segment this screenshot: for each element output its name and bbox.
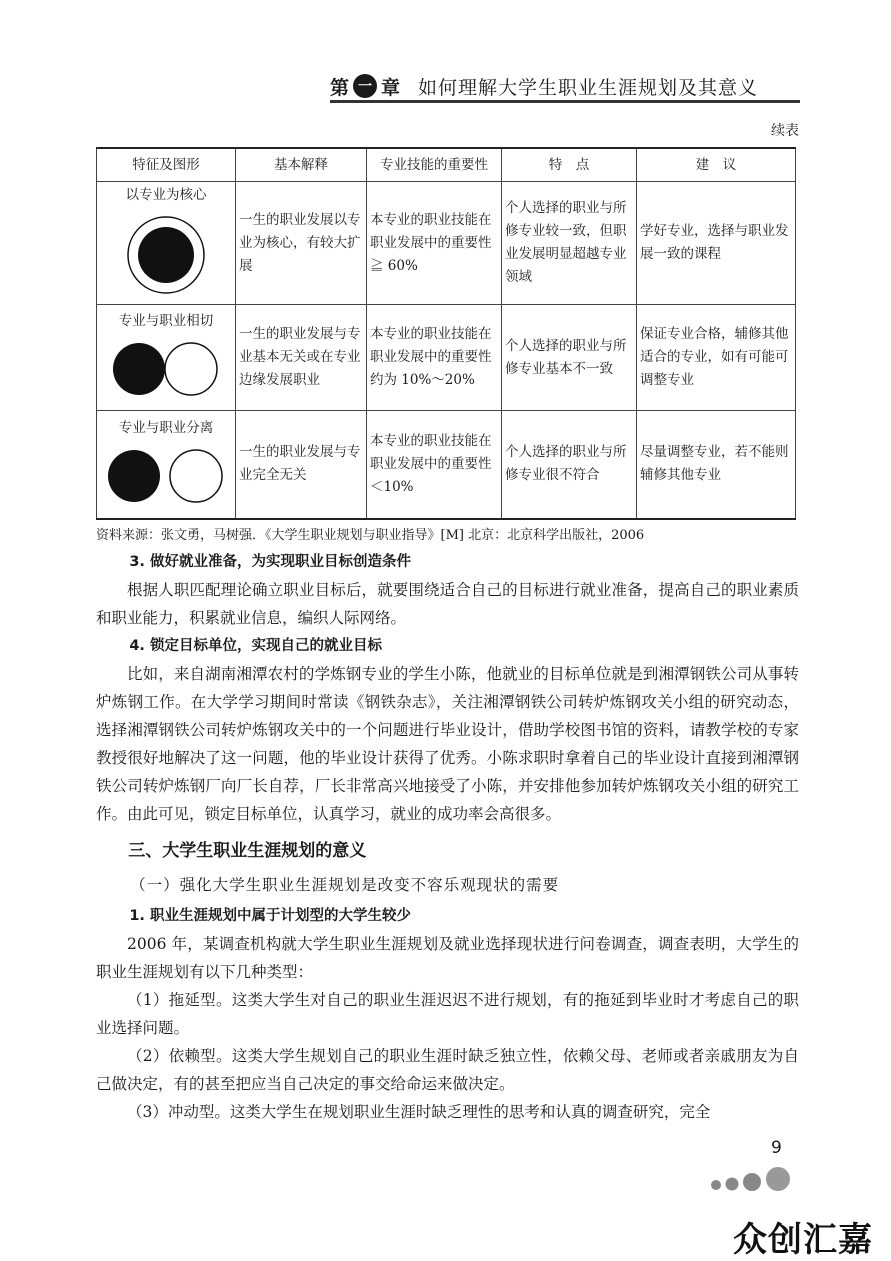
dot-large [743, 1173, 761, 1191]
paragraph: （3）冲动型。这类大学生在规划职业生涯时缺乏理性的思考和认真的调查研究，完全 [127, 1103, 711, 1121]
heading-employment-preparation: 3. 做好就业准备，为实现职业目标创造条件 [129, 554, 411, 570]
inner-filled-circle [138, 227, 194, 283]
figure-cell [97, 411, 236, 519]
chapter-badge [330, 73, 400, 100]
header-importance: 专业技能的重要性 [367, 148, 502, 182]
header-explanation: 基本解释 [236, 148, 367, 182]
importance-cell: 本专业的职业技能在职业发展中的重要性≧ 60% [367, 182, 502, 305]
dot-small [711, 1180, 721, 1190]
feature-cell: 个人选择的职业与所修专业较一致，但职业发展明显超越专业领域 [502, 182, 637, 305]
decorative-dots [708, 1165, 798, 1195]
chapter-suffix: 章 [381, 76, 401, 99]
importance-cell: 本专业的职业技能在职业发展中的重要性＜10% [367, 411, 502, 519]
advice-cell: 学好专业，选择与职业发展一致的课程 [637, 182, 796, 305]
chapter-number: 一 [353, 74, 377, 98]
section-heading: 三、大学生职业生涯规划的意义 [128, 841, 367, 861]
open-circle [165, 343, 217, 395]
table-row [97, 305, 796, 411]
page-number: 9 [771, 1138, 782, 1158]
table-header-row [97, 148, 796, 182]
chapter-prefix: 第 [330, 76, 350, 99]
subsection-heading: （一）强化大学生职业生涯规划是改变不容乐观现状的需要 [130, 876, 560, 894]
paragraph: 2006 年，某调查机构就大学生职业生涯规划及就业选择现状进行问卷调查，调查表明，大学生的职业生涯规划有以下几种类型： [96, 935, 799, 981]
separated-circles-diagram [106, 448, 226, 504]
explanation-cell: 一生的职业发展以专业为核心，有较大扩展 [236, 182, 367, 305]
filled-circle [113, 343, 165, 395]
concentric-circles-diagram [126, 215, 206, 295]
row-label: 专业与职业相切 [118, 313, 214, 329]
filled-circle [108, 450, 160, 502]
paragraph: 根据人职匹配理论确立职业目标后，就要围绕适合自己的目标进行就业准备，提高自己的职业素质和职业能力，积累就业信息，编织人际网络。 [96, 581, 799, 627]
explanation-cell: 一生的职业发展与专业完全无关 [236, 411, 367, 519]
paragraph: （2）依赖型。这类大学生规划自己的职业生涯时缺乏独立性，依赖父母、老师或者亲戚朋友为自己做决定，有的甚至把应当自己决定的事交给命运来做决定。 [96, 1047, 799, 1093]
body-content [96, 548, 799, 1126]
heading-target-company: 4. 锁定目标单位，实现自己的就业目标 [129, 638, 382, 654]
table-row [97, 182, 796, 305]
figure-cell [97, 305, 236, 411]
career-type-table [96, 147, 796, 520]
figure-cell [97, 182, 236, 305]
paragraph: （1）拖延型。这类大学生对自己的职业生涯迟迟不进行规划，有的拖延到毕业时才考虑自己的职业选择问题。 [96, 991, 799, 1037]
advice-cell: 尽量调整专业，若不能则辅修其他专业 [637, 411, 796, 519]
explanation-cell: 一生的职业发展与专业基本无关或在专业边缘发展职业 [236, 305, 367, 411]
table-row [97, 411, 796, 519]
open-circle [170, 450, 222, 502]
advice-cell: 保证专业合格，辅修其他适合的专业，如有可能可调整专业 [637, 305, 796, 411]
row-label: 以专业为核心 [125, 186, 207, 203]
header-advice: 建 议 [637, 148, 796, 182]
watermark-logo: 众创汇嘉 [733, 1220, 873, 1260]
feature-cell: 个人选择的职业与所修专业基本不一致 [502, 305, 637, 411]
paragraph: 比如，来自湖南湘潭农村的学炼钢专业的学生小陈，他就业的目标单位就是到湘潭钢铁公司从事转炉炼钢工作。在大学学习期间时常读《钢铁杂志》，关注湘潭钢铁公司转炉炼钢攻关小组的研究动态，选择湘潭钢铁公司转炉炼钢攻关中的一个问题进行毕业设计，借助学校图书馆的资料，请教学校的专家教授很好地解决了这一问题，他的毕业设计获得了优秀。小陈求职时拿着自己的毕业设计直接到湘潭钢铁公司转炉炼钢厂向厂长自荐，厂长非常高兴地接受了小陈，并安排他参加转炉炼钢攻关小组的研究工作。由此可见，锁定目标单位，认真学习，就业的成功率会高很多。 [96, 665, 799, 823]
table-source-note: 资料来源：张文勇，马树强．《大学生职业规划与职业指导》[M] 北京：北京科学出版社，2006 [96, 528, 645, 543]
continued-label: 续表 [771, 123, 799, 139]
chapter-header [330, 72, 800, 103]
tangent-circles-diagram [111, 341, 221, 397]
heading-planning-types: 1. 职业生涯规划中属于计划型的大学生较少 [129, 908, 411, 924]
feature-cell: 个人选择的职业与所修专业很不符合 [502, 411, 637, 519]
importance-cell: 本专业的职业技能在职业发展中的重要性约为 10%～20% [367, 305, 502, 411]
chapter-title: 如何理解大学生职业生涯规划及其意义 [418, 76, 759, 99]
header-features: 特 点 [502, 148, 637, 182]
dot-medium [726, 1178, 739, 1191]
dot-xlarge [766, 1167, 790, 1191]
row-label: 专业与职业分离 [118, 419, 214, 436]
header-feature-figure: 特征及图形 [97, 148, 236, 182]
